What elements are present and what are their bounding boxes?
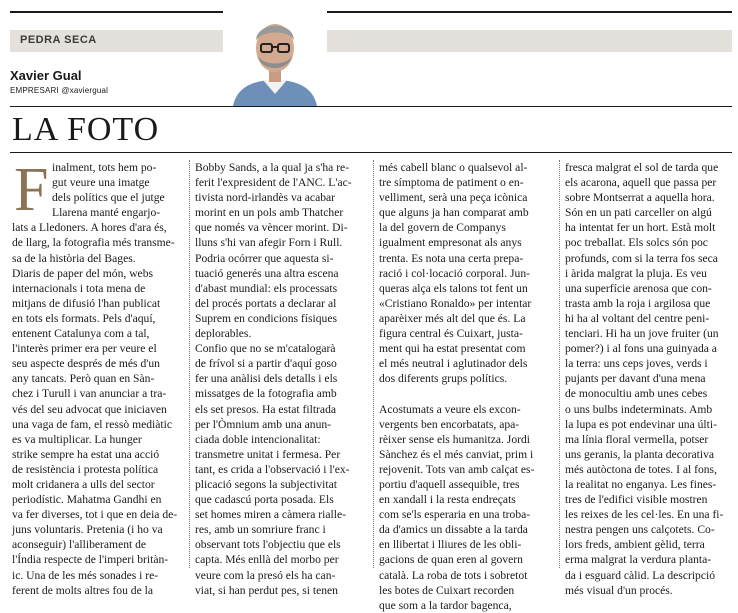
text-line: en xandall i la resta endreçats (379, 493, 516, 507)
text-line: de monocultiu amb unes cebes (565, 387, 708, 401)
text-line: que alguns ja han comparat amb (379, 206, 529, 220)
text-line: aparèixer més alt del que és. La (379, 311, 526, 325)
text-line: de llarg, la fotografia més transme- (12, 236, 175, 250)
text-line: aconseguir) l'alliberament de (12, 538, 147, 552)
text-line: rèixer sense els humanitza. Jordi (379, 432, 530, 446)
text-line: chez i Turull i van anunciar a tra- (12, 387, 167, 401)
text-line: Suprem en condicions físiques (195, 311, 338, 325)
text-line: tenciari. Hi ha un jove fruiter (un (565, 327, 719, 341)
text-line: set homes miren a càmera rialle- (195, 508, 346, 522)
text-line: per l'Òmnium amb una anun- (195, 417, 332, 431)
column-separator (373, 160, 374, 568)
text-line: dels polítics que el jutge (52, 191, 165, 205)
header-divider (10, 106, 732, 107)
text-line: Són en un pati carceller on algú (565, 206, 712, 220)
text-line: viat, si han perdut pes, si tenen (195, 583, 338, 597)
section-bar (10, 30, 732, 52)
text-line: es va multiplicar. La hunger (12, 432, 142, 446)
text-line: ma línia floral vermella, potser (565, 432, 709, 446)
text-line: Podria ocórrer que aquesta si- (195, 251, 334, 265)
text-line: Diaris de paper del món, webs (12, 266, 154, 280)
text-line: inalment, tots hem po- (52, 161, 157, 174)
text-line: lats a Lledoners. A hores d'ara és, (12, 221, 167, 235)
text-line: l'Índia respecte de l'imperi britàn- (12, 553, 169, 567)
text-line: tivista nord-irlandès va acabar (195, 191, 336, 205)
text-line: ferit l'expresident de l'ANC. L'ac- (195, 176, 352, 190)
text-line: Acostumats a veure els excon- (379, 402, 521, 416)
text-line: i àrida malgrat la pluja. Es veu (565, 266, 707, 280)
text-line: «Cristiano Ronaldo» per intentar (379, 296, 532, 310)
text-line: Llarena manté engarjo- (52, 206, 161, 220)
text-line: ració i col·locació corporal. Jun- (379, 266, 530, 280)
text-line: uns geranis, la planta decorativa (565, 447, 715, 461)
text-line: una vaga de fam, el ressò mediàtic (12, 417, 172, 431)
text-line: missatges de la fotografia amb (195, 387, 337, 401)
text-line: trasta amb la roja i argilosa que (565, 296, 711, 310)
text-line: pomer?) i al fons una guinyada a (565, 342, 717, 356)
text-line: Bobby Sands, a la qual ja s'ha re- (195, 161, 350, 174)
text-line: entenent Catalunya com a tal, (12, 327, 150, 341)
text-line: lluns s'hi van afegir Forn i Rull. (195, 236, 343, 250)
text-line: tre símptoma de patiment o en- (379, 176, 524, 190)
text-line: ha intentat fer un hort. Està molt (565, 221, 716, 235)
text-line: seu aspecte després de més d'un (12, 357, 160, 371)
text-line: da d'amics un dissabte a la tarda (379, 523, 528, 537)
text-line: va fer diverses, tot i que en deia de- (12, 508, 178, 522)
author-role: EMPRESARI @xaviergual (10, 86, 109, 95)
text-line: sa de la història del Bages. (12, 251, 136, 265)
text-line: queras alça els talons tot fent un (379, 281, 528, 295)
text-line: poc treballat. Els solcs són poc (565, 236, 708, 250)
text-line: fer una anàlisi dels detalls i els (195, 372, 338, 386)
author-photo (223, 10, 327, 106)
text-line: morint en un pols amb Thatcher (195, 206, 344, 220)
author-name: Xavier Gual (10, 68, 82, 83)
text-line: juns voluntaris. Pretenia (i ho va (12, 523, 163, 537)
text-line: els set presos. Ha estat filtrada (195, 402, 337, 416)
text-line: mitjans de difusió l'han publicat (12, 296, 161, 310)
text-line: observant tots l'objectiu que els (195, 538, 341, 552)
text-line: vergents ben encorbatats, apa- (379, 417, 520, 431)
text-line: català. La roba de tots i sobretot (379, 568, 528, 582)
column-separator (189, 160, 190, 568)
text-line: la lupa es pot endevinar una últi- (565, 417, 717, 431)
text-line: Sànchez és el més canviat, prim i (379, 447, 534, 461)
text-line: la realitat no enganya. Les fines- (565, 477, 717, 491)
text-line: nestra pengen uns calçotets. Co- (565, 523, 715, 537)
text-line: en llibertat i lliures de les obli- (379, 538, 522, 552)
text-line: tuació generés una altra escena (195, 266, 339, 280)
text-line: una superfície arenosa que con- (565, 281, 712, 295)
text-line: internacionals i tota mena de (12, 281, 146, 295)
text-line: més cabell blanc o qualsevol al- (379, 161, 528, 174)
column-3 (379, 160, 551, 613)
headline-divider (10, 152, 732, 153)
text-line: periodístic. Mahatma Gandhi en (12, 493, 162, 507)
text-line: deplorables. (195, 327, 252, 341)
text-line: erma malgrat la verdura planta- (565, 553, 712, 567)
text-line: velliment, serà una peça icònica (379, 191, 528, 205)
text-line: fresca malgrat el sol de tarda que (565, 161, 719, 174)
text-line: capta. Més enllà del morbo per (195, 553, 339, 567)
text-line: plicació segons la subjectivitat (195, 477, 337, 491)
column-separator (559, 160, 560, 568)
text-line: sobre Montserrat a aquella hora. (565, 191, 715, 205)
text-line: més autòctona de totes. I al fons, (565, 462, 717, 476)
text-line: res, amb un somriure franc i (195, 523, 326, 537)
text-line: el més neutral i aglutinador dels (379, 357, 528, 371)
text-line: tant, es crida a l'observació i l'ex- (195, 462, 350, 476)
text-line: de resistència i protesta política (12, 462, 159, 476)
text-line: ferent de molts altres fou de la (12, 583, 154, 597)
text-line: portiu d'aquell assequible, tres (379, 477, 520, 491)
text-line: les reixes de les cel·les. En una fi- (565, 508, 724, 522)
article-headline: LA FOTO (12, 111, 160, 148)
text-line (379, 386, 551, 401)
text-line: strike sempre ha estat una acció (12, 447, 160, 461)
text-line: veure com la presó els ha can- (195, 568, 336, 582)
text-line: més visual d'un procés. (565, 583, 673, 597)
column-4 (565, 160, 737, 598)
text-line: que cadascú porta posada. Els (195, 493, 334, 507)
text-line: figura central és Cuixart, justa- (379, 327, 523, 341)
text-line: la terra: uns ceps joves, verds i (565, 357, 708, 371)
column-2 (195, 160, 367, 598)
text-line: igualment empresonat als anys (379, 236, 522, 250)
text-line: molt cridanera a ulls del sector (12, 477, 155, 491)
drop-cap: F (14, 156, 49, 224)
section-label: PEDRA SECA (20, 34, 97, 46)
text-line: la del govern de Companys (379, 221, 506, 235)
text-line: rejovenit. Tots van amb calçat es- (379, 462, 535, 476)
text-line: hi ha al voltant del centre peni- (565, 311, 710, 325)
text-line: de frívol si a partir d'aquí goso (195, 357, 337, 371)
top-rule (10, 11, 732, 13)
text-line: vés del seu advocat que iniciaven (12, 402, 167, 416)
text-line: que som a la tardor bagenca, (379, 598, 512, 612)
text-line: dos diferents grups polítics. (379, 372, 508, 386)
text-line: tres de l'edifici visible mostren (565, 493, 708, 507)
text-line: ic. Una de les més sonades i re- (12, 568, 159, 582)
text-line: da i esguard càlid. La descripció (565, 568, 716, 582)
text-line: transmetre unitat i fermesa. Per (195, 447, 341, 461)
text-line: del procés portats a declarar al (195, 296, 337, 310)
text-line: gacions de quan eren al govern (379, 553, 523, 567)
text-line: els acarona, aquell que passa per (565, 176, 717, 190)
text-line: ciada doble intencionalitat: (195, 432, 321, 446)
column-1 (12, 156, 184, 598)
text-line: ment qui ha estat presentat com (379, 342, 526, 356)
text-line: d'abast mundial: els processats (195, 281, 338, 295)
text-line: les botes de Cuixart recorden (379, 583, 515, 597)
article-body (10, 156, 732, 612)
text-line: que només va vèncer morint. Di- (195, 221, 348, 235)
text-line: profunds, com si la terra fos seca (565, 251, 718, 265)
text-line: gut veure una imatge (52, 176, 150, 190)
text-line: en tots els formats. Pels d'aquí, (12, 311, 156, 325)
text-line: Confio que no se m'catalogarà (195, 342, 336, 356)
text-line: trenta. Es nota una certa prepa- (379, 251, 524, 265)
text-line: lors freds, ambient gèlid, terra (565, 538, 705, 552)
text-line: pujants per davant d'una mena (565, 372, 706, 386)
text-line: l'interès primer era per veure el (12, 342, 157, 356)
text-line: o uns bulbs indeterminats. Amb (565, 402, 713, 416)
text-line: any tancats. Però quan en Sàn- (12, 372, 155, 386)
text-line: com se'ls esperaria en una troba- (379, 508, 531, 522)
